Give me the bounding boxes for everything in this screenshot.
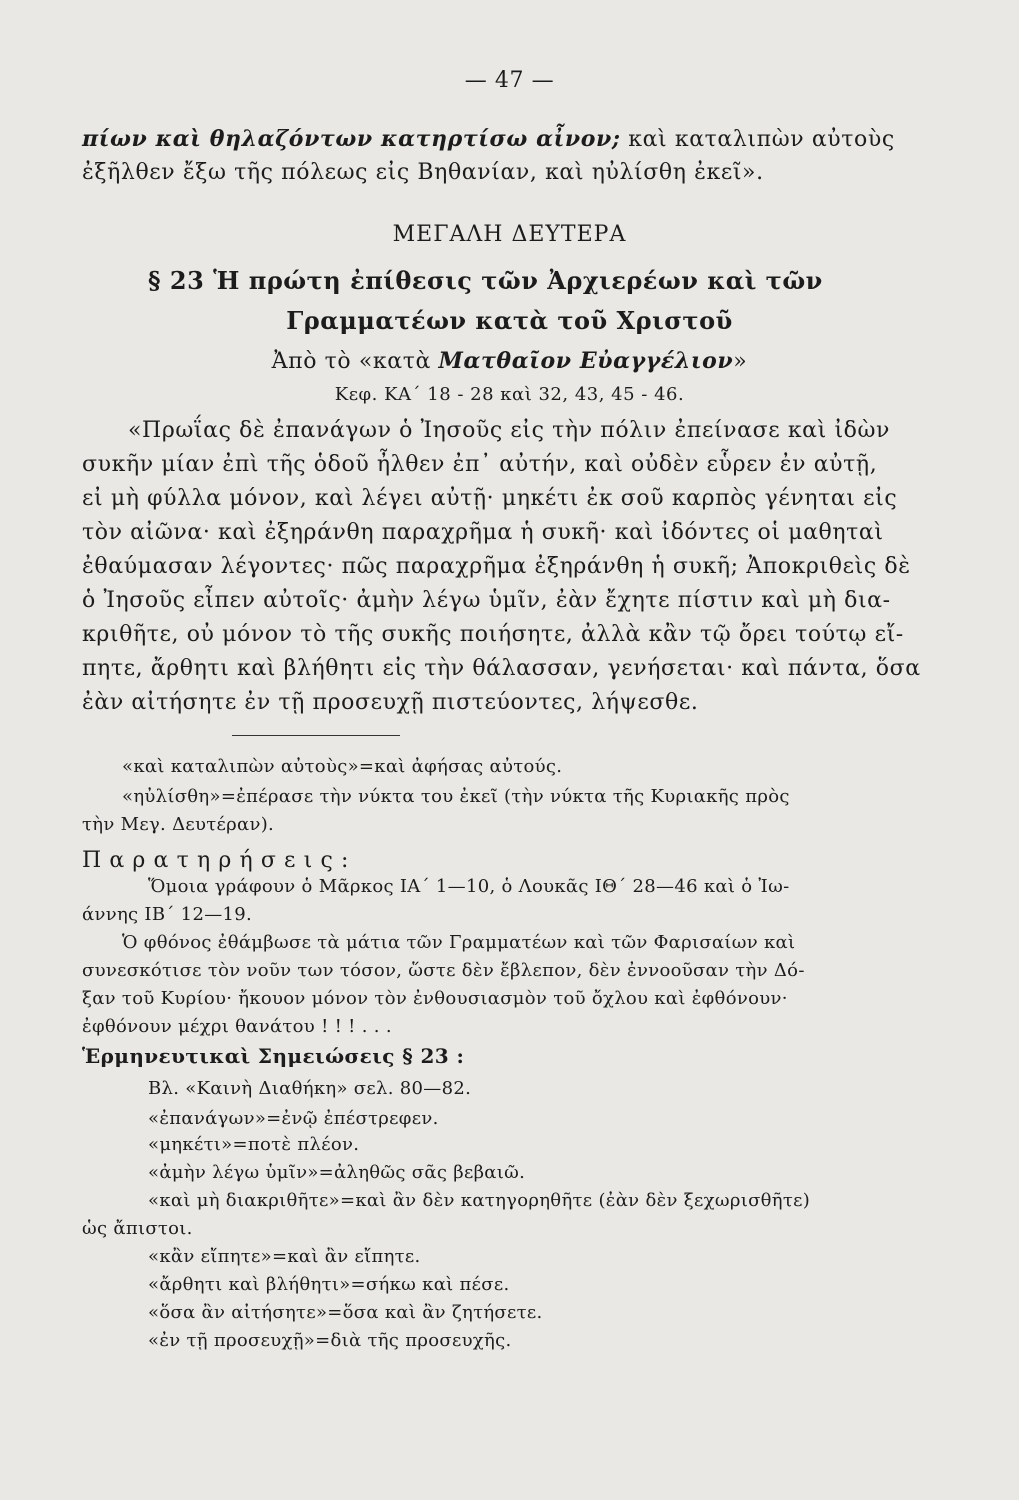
footnote-line: «καὶ καταλιπὼν αὐτοὺς»=καὶ ἀφήσας αὐτούς. [122, 756, 563, 777]
passage-line: πητε, ἄρθητι καὶ βλήθητι εἰς τὴν θάλασσαν, γενήσεται· καὶ πάντα, ὅσα [82, 656, 921, 681]
remarks-line: ἐφθόνουν μέχρι θανάτου ! ! ! . . . [82, 1016, 392, 1037]
passage-line: ὁ Ἰησοῦς εἶπεν αὐτοῖς· ἀμὴν λέγω ὑμῖν, ἐὰν ἔχητε πίστιν καὶ μὴ δια- [82, 588, 891, 613]
remarks-heading: Π α ρ α τ η ρ ή σ ε ι ς : [82, 848, 349, 873]
section-title-line-2: Γραμματέων κατὰ τοῦ Χριστοῦ [286, 306, 733, 335]
passage-line: εἰ μὴ φύλλα μόνον, καὶ λέγει αὐτῇ· μηκέτι ἐκ σοῦ καρπὸς γένηται εἰς [82, 486, 898, 511]
source-gospel: Ματθαῖον Εὐαγγέλιον [438, 348, 734, 374]
chapter-reference: Κεφ. ΚΑ΄ 18 - 28 καὶ 32, 43, 45 - 46. [334, 384, 685, 405]
hermeneutic-line: «ἄρθητι καὶ βλήθητι»=σήκω καὶ πέσε. [148, 1274, 510, 1295]
hermeneutic-line: «ἐν τῇ προσευχῇ»=διὰ τῆς προσευχῆς. [148, 1330, 512, 1351]
source-suffix: » [733, 349, 748, 374]
page-number: — 47 — [464, 68, 555, 93]
hermeneutic-line: «μηκέτι»=ποτὲ πλέον. [148, 1134, 360, 1155]
intro-line-2: ἐξῆλθεν ἔξω τῆς πόλεως εἰς Βηθανίαν, καὶ ηὐλίσθη ἐκεῖ». [82, 160, 764, 185]
hermeneutic-line: «κἂν εἴπητε»=καὶ ἂν εἴπητε. [148, 1246, 421, 1267]
passage-line: συκῆν μίαν ἐπὶ τῆς ὁδοῦ ἦλθεν ἐπ᾽ αὐτήν, καὶ οὐδὲν εὗρεν ἐν αὐτῇ, [82, 452, 878, 477]
hermeneutic-line: «καὶ μὴ διακριθῆτε»=καὶ ἂν δὲν κατηγορηθῆτε (ἐὰν δὲν ξεχωρισθῆτε) [148, 1190, 811, 1211]
remarks-line: Ὁ φθόνος ἐθάμβωσε τὰ μάτια τῶν Γραμματέων καὶ τῶν Φαρισαίων καὶ [122, 932, 796, 953]
footnote-line: τὴν Μεγ. Δευτέραν). [82, 814, 275, 835]
passage-line: τὸν αἰῶνα· καὶ ἐξηράνθη παραχρῆμα ἡ συκῆ· καὶ ἰδόντες οἱ μαθηταὶ [82, 520, 884, 545]
hermeneutic-line: Βλ. «Καινὴ Διαθήκη» σελ. 80—82. [148, 1078, 472, 1099]
remarks-line: ξαν τοῦ Κυρίου· ἤκουον μόνον τὸν ἐνθουσιασμὸν τοῦ ὄχλου καὶ ἐφθόνουν· [82, 988, 788, 1009]
hermeneutic-line: «ἐπανάγων»=ἐνῷ ἐπέστρεφεν. [148, 1108, 439, 1129]
footnote-line: «ηὐλίσθη»=ἐπέρασε τὴν νύκτα του ἐκεῖ (τὴν νύκτα τῆς Κυριακῆς πρὸς [122, 786, 790, 807]
intro-line-1 [82, 126, 895, 152]
hermeneutic-line: ὡς ἄπιστοι. [82, 1218, 193, 1239]
source-line [0, 348, 1019, 374]
passage-line: ἐὰν αἰτήσητε ἐν τῇ προσευχῇ πιστεύοντες, λήψεσθε. [82, 690, 699, 715]
section-title-line-1: § 23 Ἡ πρώτη ἐπίθεσις τῶν Ἀρχιερέων καὶ τῶν [148, 266, 823, 295]
remarks-line: άννης ΙΒ΄ 12—19. [82, 904, 253, 925]
hermeneutic-line: «ἀμὴν λέγω ὑμῖν»=ἀληθῶς σᾶς βεβαιῶ. [148, 1162, 526, 1183]
passage-line: ἐθαύμασαν λέγοντες· πῶς παραχρῆμα ἐξηράνθη ἡ συκῆ; Ἀποκριθεὶς δὲ [82, 554, 911, 579]
hermeneutic-line: «ὅσα ἂν αἰτήσητε»=ὅσα καὶ ἂν ζητήσετε. [148, 1302, 543, 1323]
hermeneutic-heading: Ἑρμηνευτικαὶ Σημειώσεις § 23 : [82, 1044, 465, 1068]
intro-line-1-rest: καὶ καταλιπὼν αὐτοὺς [620, 127, 895, 152]
day-heading: ΜΕΓΑΛΗ ΔΕΥΤΕΡΑ [392, 222, 627, 247]
footnote-divider [232, 735, 400, 736]
passage-line: κριθῆτε, οὐ μόνον τὸ τῆς συκῆς ποιήσητε, ἀλλὰ κἂν τῷ ὄρει τούτῳ εἴ- [82, 622, 904, 647]
source-prefix: Ἀπὸ τὸ «κατὰ [271, 349, 439, 374]
passage-line: «Πρωΐας δὲ ἐπανάγων ὁ Ἰησοῦς εἰς τὴν πόλιν ἐπείνασε καὶ ἰδὼν [128, 418, 891, 443]
remarks-line: Ὅμοια γράφουν ὁ Μᾶρκος ΙΑ΄ 1—10, ὁ Λουκᾶς ΙΘ΄ 28—46 καὶ ὁ Ἰω- [148, 876, 790, 897]
intro-italic-text: πίων καὶ θηλαζόντων κατηρτίσω αἶνον; [82, 126, 621, 152]
remarks-line: συνεσκότισε τὸν νοῦν των τόσον, ὥστε δὲν ἔβλεπον, δὲν ἐννοοῦσαν τὴν Δό- [82, 960, 805, 981]
